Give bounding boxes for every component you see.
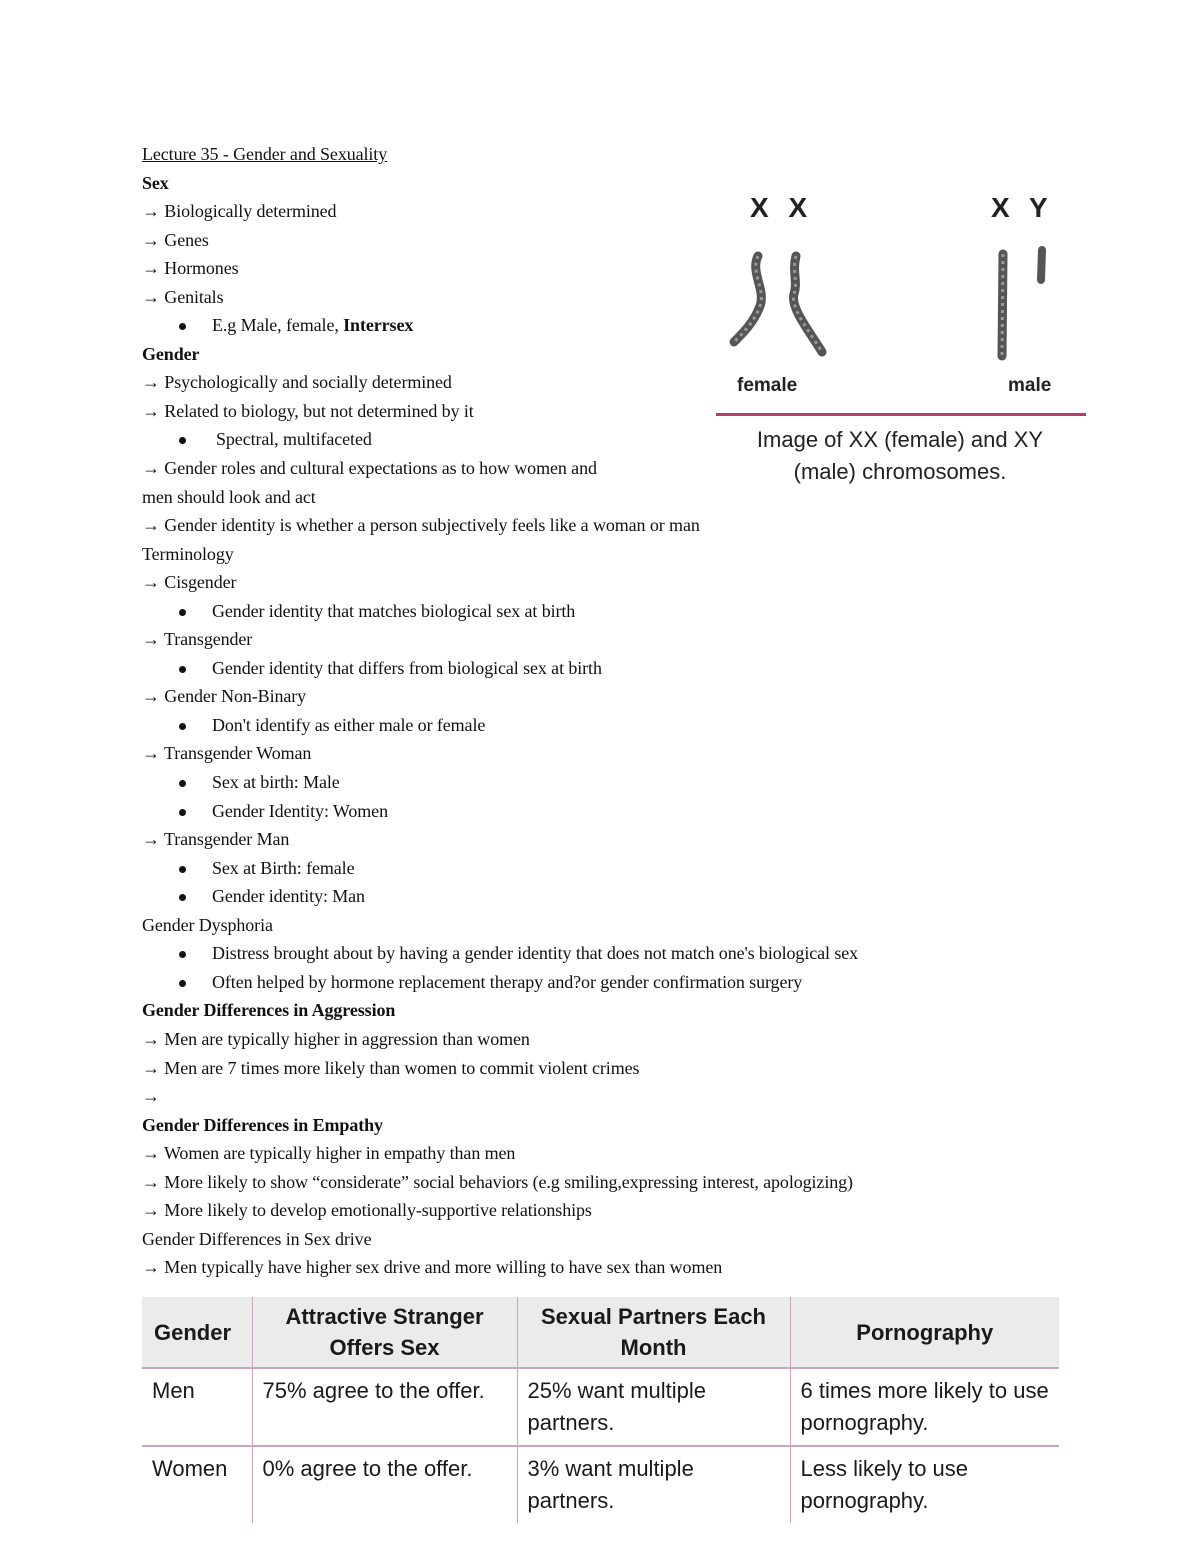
- note-line: → Men are typically higher in aggression than women: [142, 1028, 530, 1049]
- bullet-bold-term: Interrsex: [343, 315, 414, 336]
- document-title: Lecture 35 - Gender and Sexuality: [142, 144, 388, 164]
- caption-divider: [716, 413, 1086, 416]
- bullet-item: Sex at birth: Male: [142, 768, 1082, 797]
- note-line: → Gender Non-Binary: [142, 686, 307, 707]
- male-x-chromosome: [1002, 254, 1003, 356]
- table-row: [142, 1446, 1059, 1523]
- note-line: →: [142, 1086, 160, 1107]
- section-heading-empathy: Gender Differences in Empathy: [142, 1114, 383, 1135]
- note-line: → Men are 7 times more likely than women to commit violent crimes: [142, 1057, 640, 1078]
- female-x-chromosome-2: [793, 256, 822, 352]
- female-x-chromosome-1: [734, 256, 761, 342]
- column-header: Attractive Stranger Offers Sex: [252, 1297, 517, 1368]
- note-line: → Men typically have higher sex drive and more willing to have sex than women: [142, 1257, 723, 1278]
- chromosome-figure: [714, 180, 1086, 490]
- table-cell: Women: [152, 1456, 228, 1481]
- note-line: → More likely to develop emotionally-supportive relationships: [142, 1200, 592, 1221]
- section-heading-sex: Sex: [142, 172, 169, 193]
- xx-label: X X: [750, 192, 814, 223]
- figure-caption: [714, 424, 1086, 488]
- section-heading-sex-drive: Gender Differences in Sex drive: [142, 1228, 372, 1249]
- note-line: → Transgender Woman: [142, 743, 312, 764]
- section-heading-aggression: Gender Differences in Aggression: [142, 1000, 396, 1021]
- bullet-item: Sex at Birth: female: [142, 854, 1082, 883]
- note-line: → Gender roles and cultural expectations as to how women and: [142, 458, 597, 479]
- male-label: male: [1008, 375, 1052, 396]
- bullet-item: Distress brought about by having a gender identity that does not match one's biological sex: [142, 939, 1082, 968]
- note-line: → Transgender Man: [142, 829, 290, 850]
- column-header: Gender: [142, 1297, 252, 1368]
- female-label: female: [737, 375, 798, 396]
- note-line: → Transgender: [142, 629, 253, 650]
- caption-line-1: Image of XX (female) and XY: [756, 427, 1044, 452]
- section-heading-gender: Gender: [142, 343, 200, 364]
- note-line: → Women are typically higher in empathy than men: [142, 1143, 516, 1164]
- gender-differences-table: [142, 1297, 1059, 1523]
- note-line: → Cisgender: [142, 572, 237, 593]
- bullet-item: Gender identity that matches biological sex at birth: [142, 597, 1082, 626]
- table-cell: 25% want multiple partners.: [517, 1368, 790, 1446]
- table-header-row: [142, 1297, 1059, 1368]
- bullet-item: Often helped by hormone replacement therapy and?or gender confirmation surgery: [142, 968, 1082, 997]
- table-cell: 75% agree to the offer.: [252, 1368, 517, 1446]
- note-line: → Genes: [142, 229, 209, 250]
- bullet-item: Gender identity that differs from biological sex at birth: [142, 654, 1082, 683]
- bullet-text: E.g Male, female,: [212, 315, 344, 336]
- male-y-chromosome: [1041, 250, 1042, 280]
- table-cell: Men: [142, 1368, 252, 1446]
- column-header: Sexual Partners Each Month: [517, 1297, 790, 1368]
- table-cell: 6 times more likely to use pornography.: [790, 1368, 1059, 1446]
- section-heading-dysphoria: Gender Dysphoria: [142, 914, 273, 935]
- bullet-item: Gender identity: Man: [142, 882, 1082, 911]
- note-line: → Gender identity is whether a person subjectively feels like a woman or man: [142, 515, 700, 536]
- table-cell: Less likely to use pornography.: [790, 1446, 1059, 1523]
- note-line: → Biologically determined: [142, 201, 337, 222]
- table-row: [142, 1368, 1059, 1446]
- column-header: Pornography: [790, 1297, 1059, 1368]
- note-line: → More likely to show “considerate” social behaviors (e.g smiling,expressing interest, apologizing): [142, 1171, 853, 1192]
- note-line: → Genitals: [142, 286, 224, 307]
- bullet-item: Spectral, multifaceted: [142, 425, 1082, 454]
- xy-label: X Y: [991, 192, 1054, 223]
- note-line: men should look and act: [142, 486, 316, 507]
- table-cell: 3% want multiple partners.: [517, 1446, 790, 1523]
- section-heading-terminology: Terminology: [142, 543, 234, 564]
- caption-line-2: (male) chromosomes.: [793, 459, 1007, 484]
- note-line: → Hormones: [142, 258, 239, 279]
- table-cell: 0% agree to the offer.: [252, 1446, 517, 1523]
- note-line: → Psychologically and socially determined: [142, 372, 452, 393]
- note-line: → Related to biology, but not determined by it: [142, 400, 474, 421]
- bullet-item: Gender Identity: Women: [142, 797, 1082, 826]
- bullet-item: Don't identify as either male or female: [142, 711, 1082, 740]
